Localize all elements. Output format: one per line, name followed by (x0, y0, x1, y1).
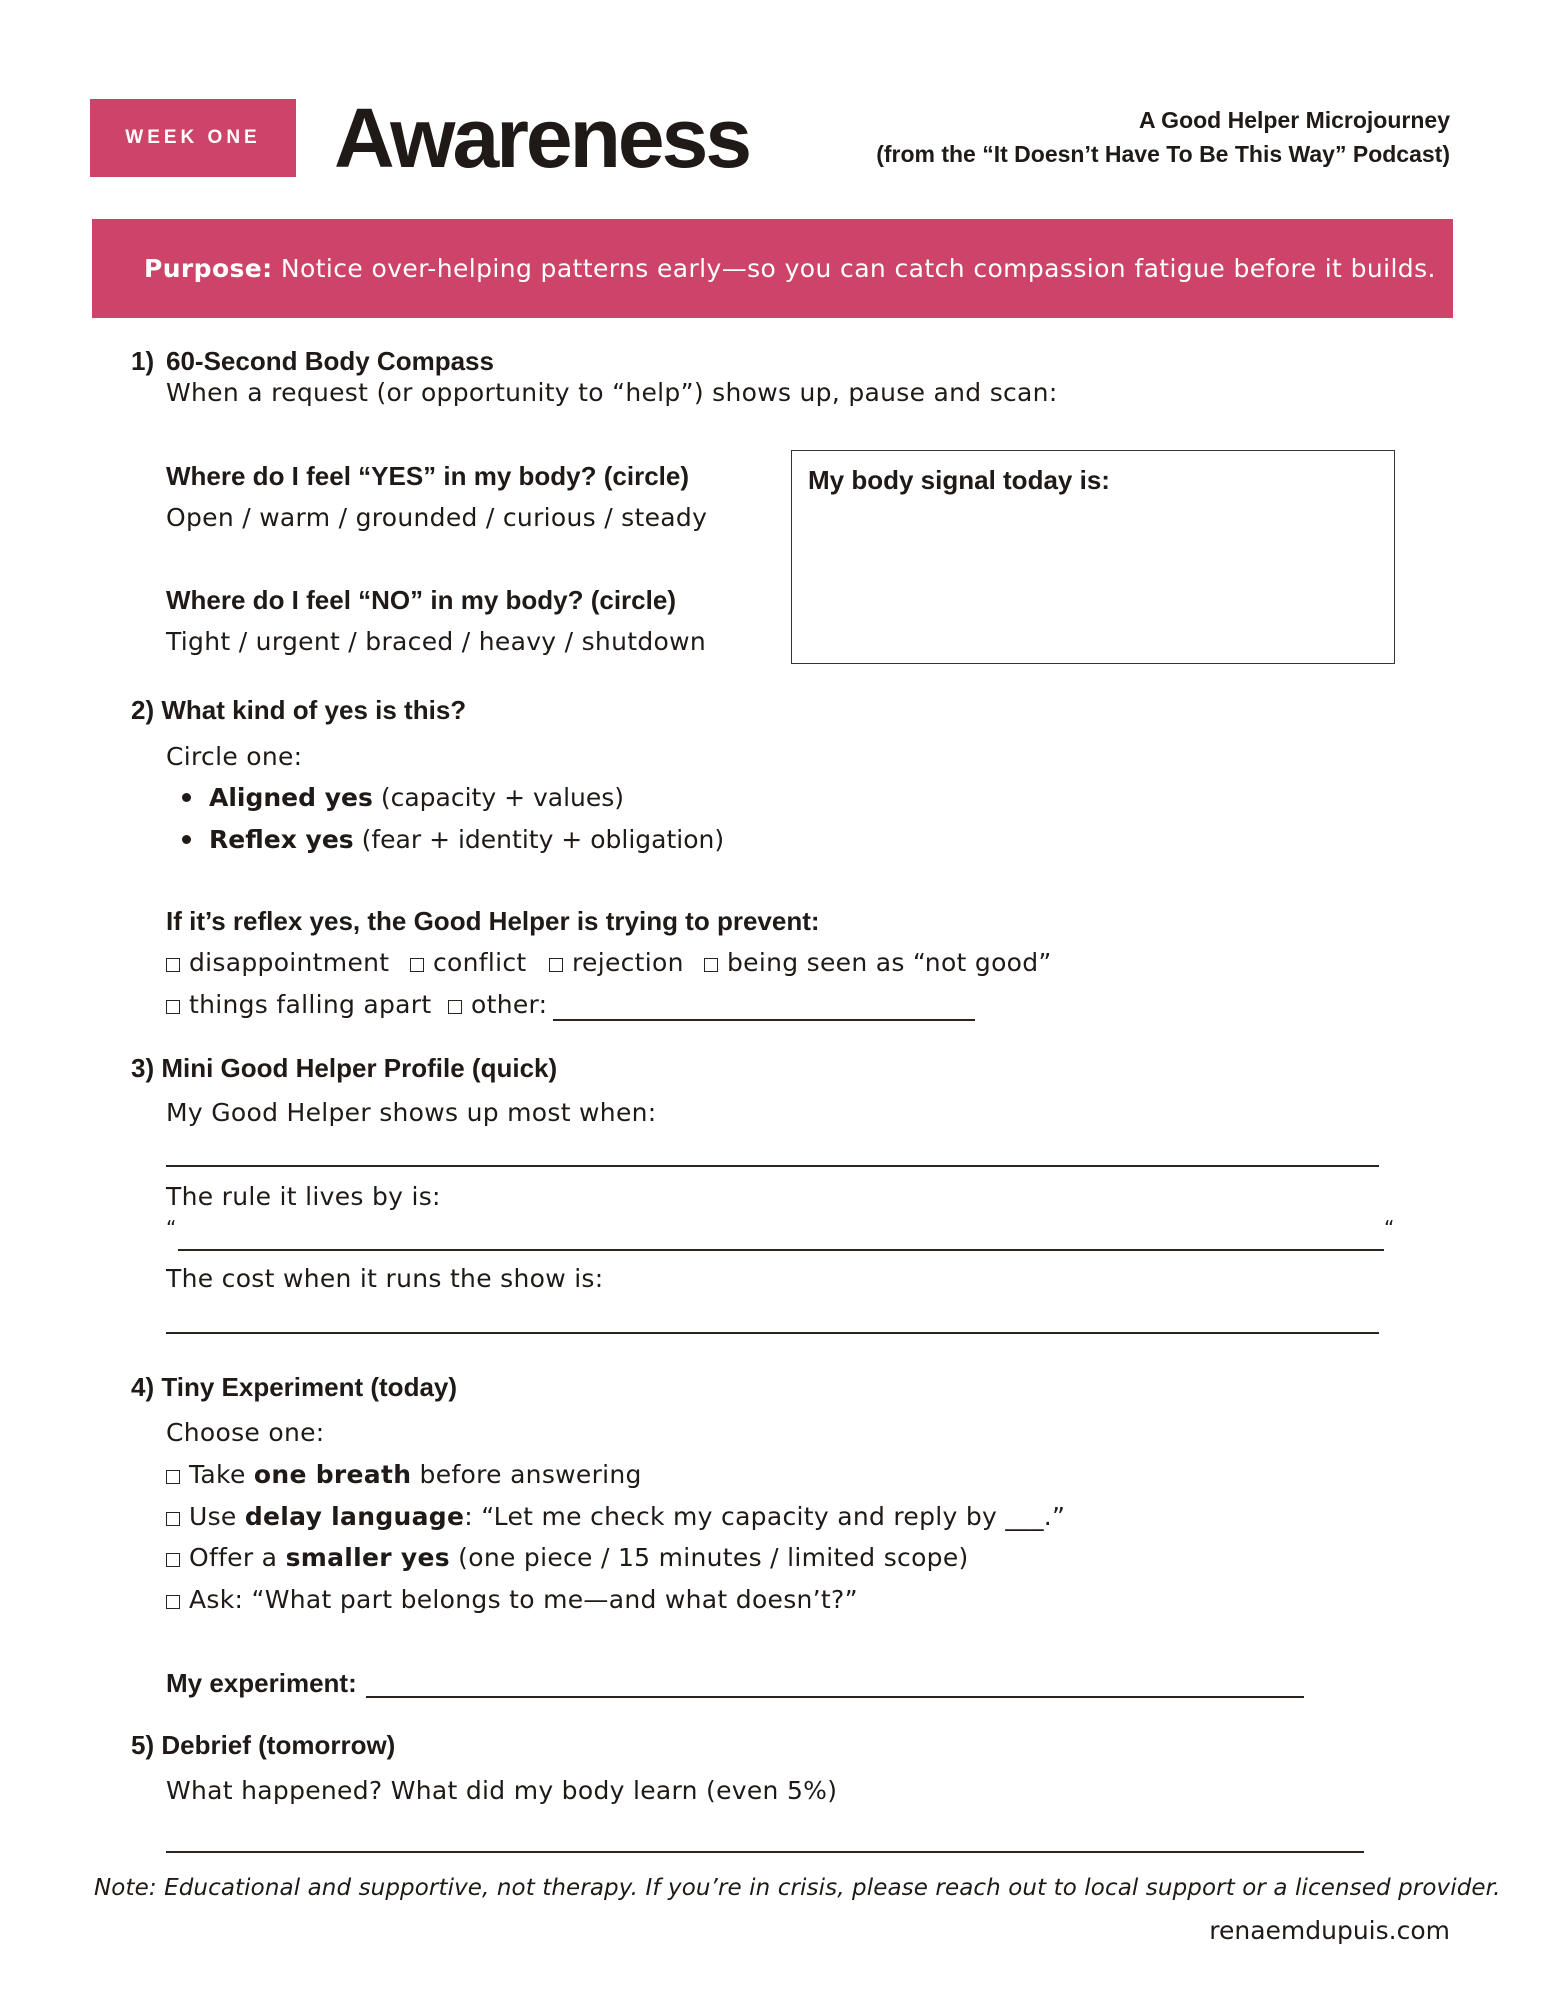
no-options[interactable]: Tight / urgent / braced / heavy / shutdown (166, 627, 706, 656)
section1-number: 1) (131, 346, 155, 376)
option-text: Take (189, 1460, 254, 1489)
check-label: rejection (572, 948, 684, 977)
bullet-reflex-yes[interactable] (182, 825, 724, 854)
option-text: Use (189, 1502, 245, 1531)
purpose-label: Purpose: (144, 254, 273, 283)
week-tag: WEEK ONE (90, 99, 296, 177)
subtitle-line-1: A Good Helper Microjourney (1139, 107, 1450, 133)
other-blank-line[interactable] (553, 1019, 975, 1021)
subtitle-line-2: (from the “It Doesn’t Have To Be This Way” Podcast) (876, 141, 1450, 167)
checkbox-icon[interactable] (166, 1000, 180, 1014)
checkbox-icon[interactable] (166, 958, 180, 972)
purpose-text: Notice over-helping patterns early—so you can catch compassion fatigue before it builds. (280, 254, 1436, 283)
option-delay-language[interactable] (166, 1502, 1065, 1531)
profile-prompt-1: My Good Helper shows up most when: (166, 1098, 657, 1127)
bullet-rest: (capacity + values) (372, 783, 625, 812)
check-falling-apart[interactable] (166, 990, 432, 1019)
check-other[interactable] (448, 990, 547, 1019)
check-not-good[interactable] (704, 948, 1052, 977)
section3-heading: 3) Mini Good Helper Profile (quick) (131, 1053, 558, 1083)
checkbox-icon[interactable] (410, 958, 424, 972)
section1-heading: 60-Second Body Compass (166, 346, 494, 376)
close-quote: “ (1384, 1216, 1395, 1240)
bullet-bold: Aligned yes (209, 783, 373, 812)
experiment-line[interactable] (366, 1696, 1304, 1698)
checkbox-icon[interactable] (166, 1595, 180, 1609)
option-bold: smaller yes (285, 1543, 450, 1572)
debrief-line[interactable] (166, 1851, 1364, 1853)
checkbox-icon[interactable] (166, 1553, 180, 1567)
body-signal-box[interactable] (791, 450, 1395, 664)
option-text: (one piece / 15 minutes / limited scope) (449, 1543, 969, 1572)
option-ask[interactable] (166, 1585, 858, 1614)
choose-one-label: Choose one: (166, 1418, 325, 1447)
profile-line-1[interactable] (166, 1165, 1379, 1167)
check-label: being seen as “not good” (727, 948, 1052, 977)
page-title: Awareness (334, 91, 750, 185)
check-label: disappointment (189, 948, 390, 977)
check-disappointment[interactable] (166, 948, 389, 977)
bullet-dot (182, 793, 191, 802)
check-label: other: (471, 990, 548, 1019)
bullet-dot (182, 835, 191, 844)
option-text: Offer a (189, 1543, 286, 1572)
check-rejection[interactable] (549, 948, 684, 977)
open-quote: “ (166, 1216, 177, 1240)
section2-heading: 2) What kind of yes is this? (131, 695, 467, 725)
yes-heading: Where do I feel “YES” in my body? (circle) (166, 461, 689, 491)
option-one-breath[interactable] (166, 1460, 642, 1489)
experiment-label: My experiment: (166, 1668, 357, 1698)
checkbox-icon[interactable] (704, 958, 718, 972)
option-bold: one breath (253, 1460, 412, 1489)
website-link[interactable]: renaemdupuis.com (1209, 1916, 1450, 1945)
profile-line-3[interactable] (166, 1332, 1379, 1334)
option-text: : “Let me check my capacity and reply by ___.” (464, 1502, 1066, 1531)
bullet-rest: (fear + identity + obligation) (353, 825, 725, 854)
check-label: conflict (433, 948, 527, 977)
option-smaller-yes[interactable] (166, 1543, 969, 1572)
bullet-bold: Reflex yes (209, 825, 354, 854)
checkbox-icon[interactable] (448, 1000, 462, 1014)
option-bold: delay language (244, 1502, 465, 1531)
section4-heading: 4) Tiny Experiment (today) (131, 1372, 458, 1402)
checkbox-icon[interactable] (549, 958, 563, 972)
check-conflict[interactable] (410, 948, 527, 977)
check-label: things falling apart (189, 990, 432, 1019)
bullet-aligned-yes[interactable] (182, 783, 624, 812)
no-heading: Where do I feel “NO” in my body? (circle) (166, 585, 676, 615)
footer-note: Note: Educational and supportive, not therapy. If you’re in crisis, please reach out to local support or a licensed provider. (94, 1875, 1501, 1901)
body-signal-label: My body signal today is: (808, 465, 1110, 495)
circle-one-label: Circle one: (166, 742, 303, 771)
debrief-prompt: What happened? What did my body learn (even 5%) (166, 1776, 838, 1805)
section1-intro: When a request (or opportunity to “help”) shows up, pause and scan: (166, 378, 1058, 407)
subtitle (876, 103, 1450, 171)
prevent-heading: If it’s reflex yes, the Good Helper is trying to prevent: (166, 906, 820, 936)
section5-heading: 5) Debrief (tomorrow) (131, 1730, 396, 1760)
checkbox-icon[interactable] (166, 1512, 180, 1526)
option-text: before answering (411, 1460, 642, 1489)
option-text: Ask: “What part belongs to me—and what doesn’t?” (189, 1585, 858, 1614)
profile-prompt-2: The rule it lives by is: (166, 1182, 441, 1211)
profile-prompt-3: The cost when it runs the show is: (166, 1264, 604, 1293)
yes-options[interactable]: Open / warm / grounded / curious / steady (166, 503, 708, 532)
purpose-banner (92, 219, 1453, 318)
profile-line-2[interactable] (178, 1249, 1384, 1251)
checkbox-icon[interactable] (166, 1470, 180, 1484)
